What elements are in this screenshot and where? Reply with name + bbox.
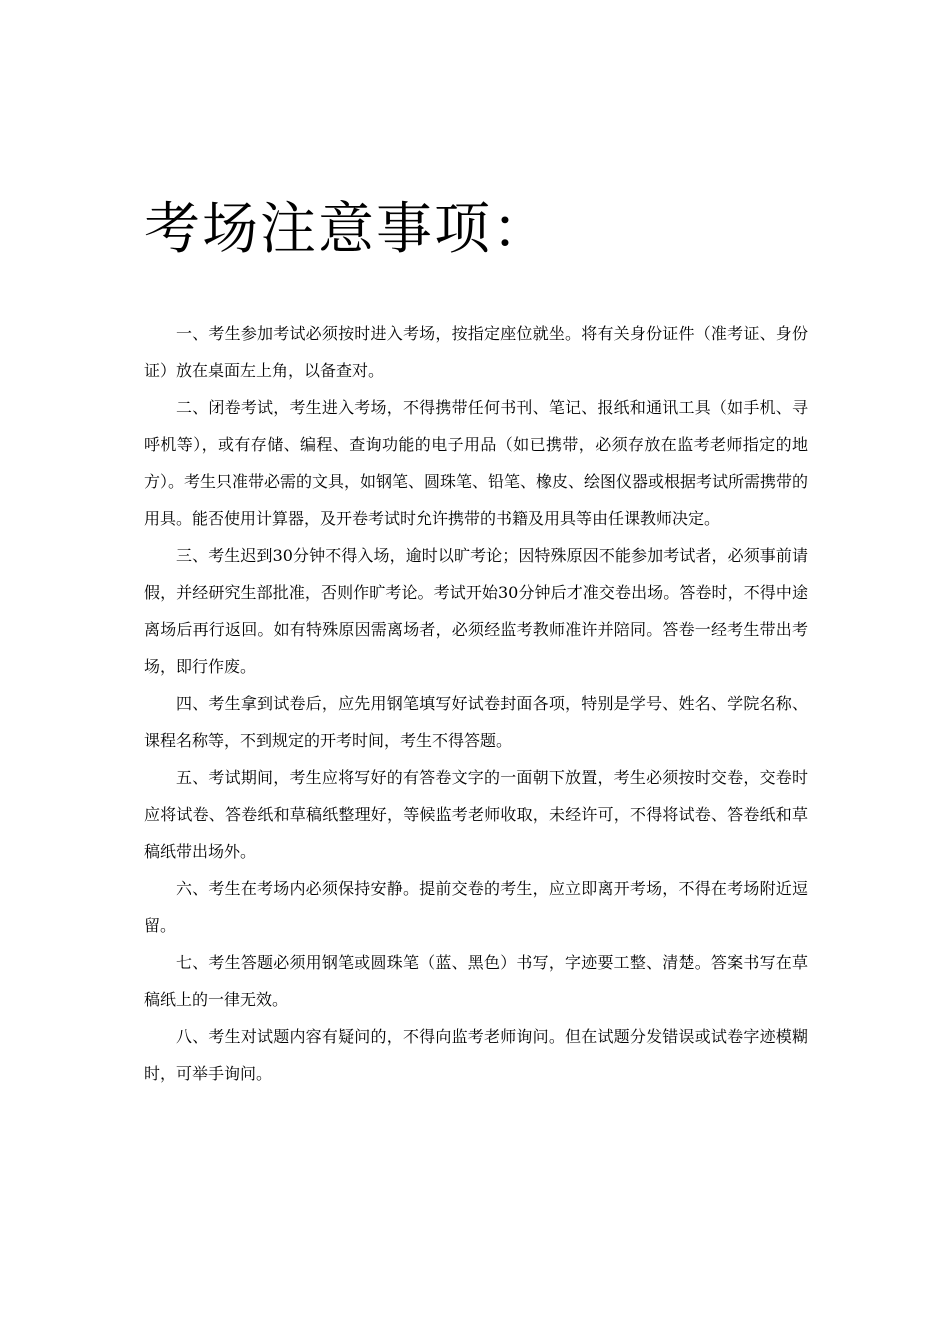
rule-5: 五、考试期间，考生应将写好的有答卷文字的一面朝下放置，考生必须按时交卷，交卷时应将试卷、答卷纸和草稿纸整理好，等候监考老师收取，未经许可，不得将试卷、答卷纸和草稿纸带出场外。 xyxy=(144,768,808,861)
rule-8: 八、考生对试题内容有疑问的，不得向监考老师询问。但在试题分发错误或试卷字迹模糊时，可举手询问。 xyxy=(144,1027,808,1083)
rule-7: 七、考生答题必须用钢笔或圆珠笔（蓝、黑色）书写，字迹要工整、清楚。答案书写在草稿纸上的一律无效。 xyxy=(144,953,808,1009)
rules-list xyxy=(144,315,808,1092)
rule-6: 六、考生在考场内必须保持安静。提前交卷的考生，应立即离开考场，不得在考场附近逗留。 xyxy=(144,879,808,935)
rule-2: 二、闭卷考试，考生进入考场，不得携带任何书刊、笔记、报纸和通讯工具（如手机、寻呼机等），或有存储、编程、查询功能的电子用品（如已携带，必须存放在监考老师指定的地方）。考生只准带必需的文具，如钢笔、圆珠笔、铅笔、橡皮、绘图仪器或根据考试所需携带的用具。能否使用计算器，及开卷考试时允许携带的书籍及用具等由任课教师决定。 xyxy=(144,398,809,528)
rule-3: 三、考生迟到30分钟不得入场，逾时以旷考论；因特殊原因不能参加考试者，必须事前请假，并经研究生部批准，否则作旷考论。考试开始30分钟后才准交卷出场。答卷时，不得中途离场后再行返回。如有特殊原因需离场者，必须经监考教师准许并陪同。答卷一经考生带出考场，即行作废。 xyxy=(144,546,808,676)
rule-4: 四、考生拿到试卷后，应先用钢笔填写好试卷封面各项，特别是学号、姓名、学院名称、课程名称等，不到规定的开考时间，考生不得答题。 xyxy=(144,694,808,750)
rule-1: 一、考生参加考试必须按时进入考场，按指定座位就坐。将有关身份证件（准考证、身份证）放在桌面左上角，以备查对。 xyxy=(144,324,808,380)
document-title: 考场注意事项： xyxy=(144,197,550,262)
